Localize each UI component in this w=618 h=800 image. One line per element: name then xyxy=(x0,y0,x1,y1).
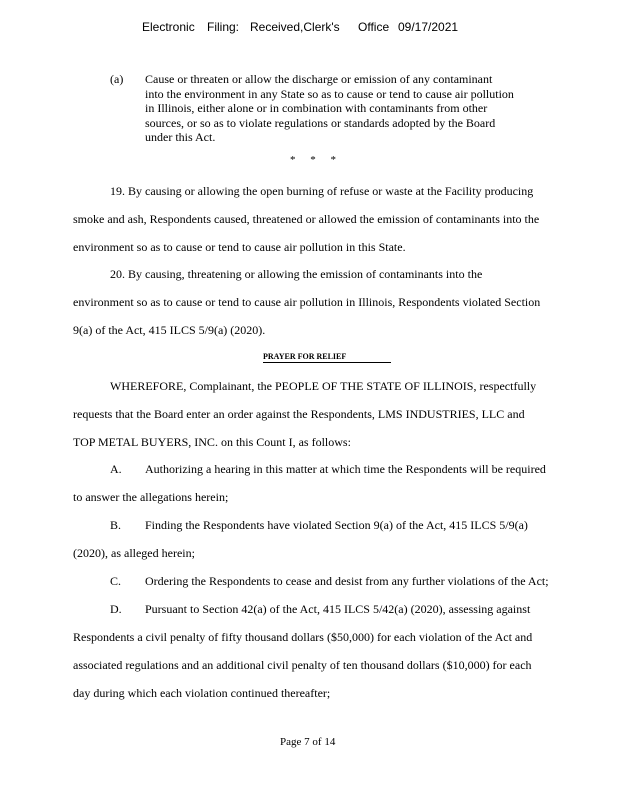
paragraph-line: requests that the Board enter an order against the Respondents, LMS INDUSTRIES, LLC and xyxy=(73,407,525,421)
item-number: A. xyxy=(110,462,122,476)
item-line: Ordering the Respondents to cease and desist from any further violations of the Act; xyxy=(145,574,549,588)
quote-line: Cause or threaten or allow the discharge or emission of any contaminant xyxy=(145,72,493,86)
heading-underline xyxy=(263,362,391,363)
paragraph-line: 19. By causing or allowing the open burning of refuse or waste at the Facility producing xyxy=(110,184,534,198)
quote-line: under this Act. xyxy=(145,130,216,144)
quote-line: sources, or so as to violate regulations or standards adopted by the Board xyxy=(145,115,496,130)
header-electronic: Electronic xyxy=(142,20,195,34)
header-filing: Filing: xyxy=(207,20,240,34)
footer-page-number: 7 xyxy=(304,736,310,748)
item-line: (2020), as alleged herein; xyxy=(73,546,195,560)
quote-line: into the environment in any State so as to cause or tend to cause air pollution xyxy=(145,86,514,101)
item-line: day during which each violation continued thereafter; xyxy=(73,686,331,700)
quote-label: (a) xyxy=(110,72,124,86)
item-number: C. xyxy=(110,574,122,588)
paragraph-line: 20. By causing, threatening or allowing the emission of contaminants into the xyxy=(110,267,483,281)
item-line: to answer the allegations herein; xyxy=(73,490,229,504)
paragraph-line: TOP METAL BUYERS, INC. on this Count I, as follows: xyxy=(73,435,351,449)
item-line: Finding the Respondents have violated Section 9(a) of the Act, 415 ILCS 5/9(a) xyxy=(145,518,528,532)
page-footer xyxy=(280,736,335,748)
paragraph-line: environment so as to cause or tend to cause air pollution in this State. xyxy=(73,240,406,254)
item-line: Authorizing a hearing in this matter at which time the Respondents will be required xyxy=(145,462,546,476)
paragraph-line: environment so as to cause or tend to cause air pollution in Illinois, Respondents violated Section xyxy=(73,295,541,309)
header-received: Received,Clerk's xyxy=(250,20,340,34)
section-heading: PRAYER FOR RELIEF xyxy=(263,352,347,361)
paragraph-line: smoke and ash, Respondents caused, threatened or allowed the emission of contaminants into the xyxy=(73,212,540,226)
item-line: Pursuant to Section 42(a) of the Act, 415 ILCS 5/42(a) (2020), assessing against xyxy=(145,602,531,616)
section-break-stars: * * * xyxy=(290,154,342,166)
footer-page-label: Page xyxy=(280,736,302,748)
item-line: Respondents a civil penalty of fifty thousand dollars ($50,000) for each violation of the Act and xyxy=(73,630,533,644)
quote-line: in Illinois, either alone or in combination with contaminants from other xyxy=(145,101,488,115)
header-date: 09/17/2021 xyxy=(398,20,459,34)
header-office: Office xyxy=(358,20,390,34)
paragraph-line: 9(a) of the Act, 415 ILCS 5/9(a) (2020). xyxy=(73,323,266,337)
item-number: B. xyxy=(110,518,122,532)
item-number: D. xyxy=(110,602,122,616)
footer-of-label: of xyxy=(312,736,322,748)
paragraph-line: WHEREFORE, Complainant, the PEOPLE OF THE STATE OF ILLINOIS, respectfully xyxy=(110,379,537,393)
quote-text xyxy=(145,72,565,145)
item-line: associated regulations and an additional civil penalty of ten thousand dollars ($10,000) for each xyxy=(73,658,532,672)
footer-total-pages: 14 xyxy=(324,736,336,748)
